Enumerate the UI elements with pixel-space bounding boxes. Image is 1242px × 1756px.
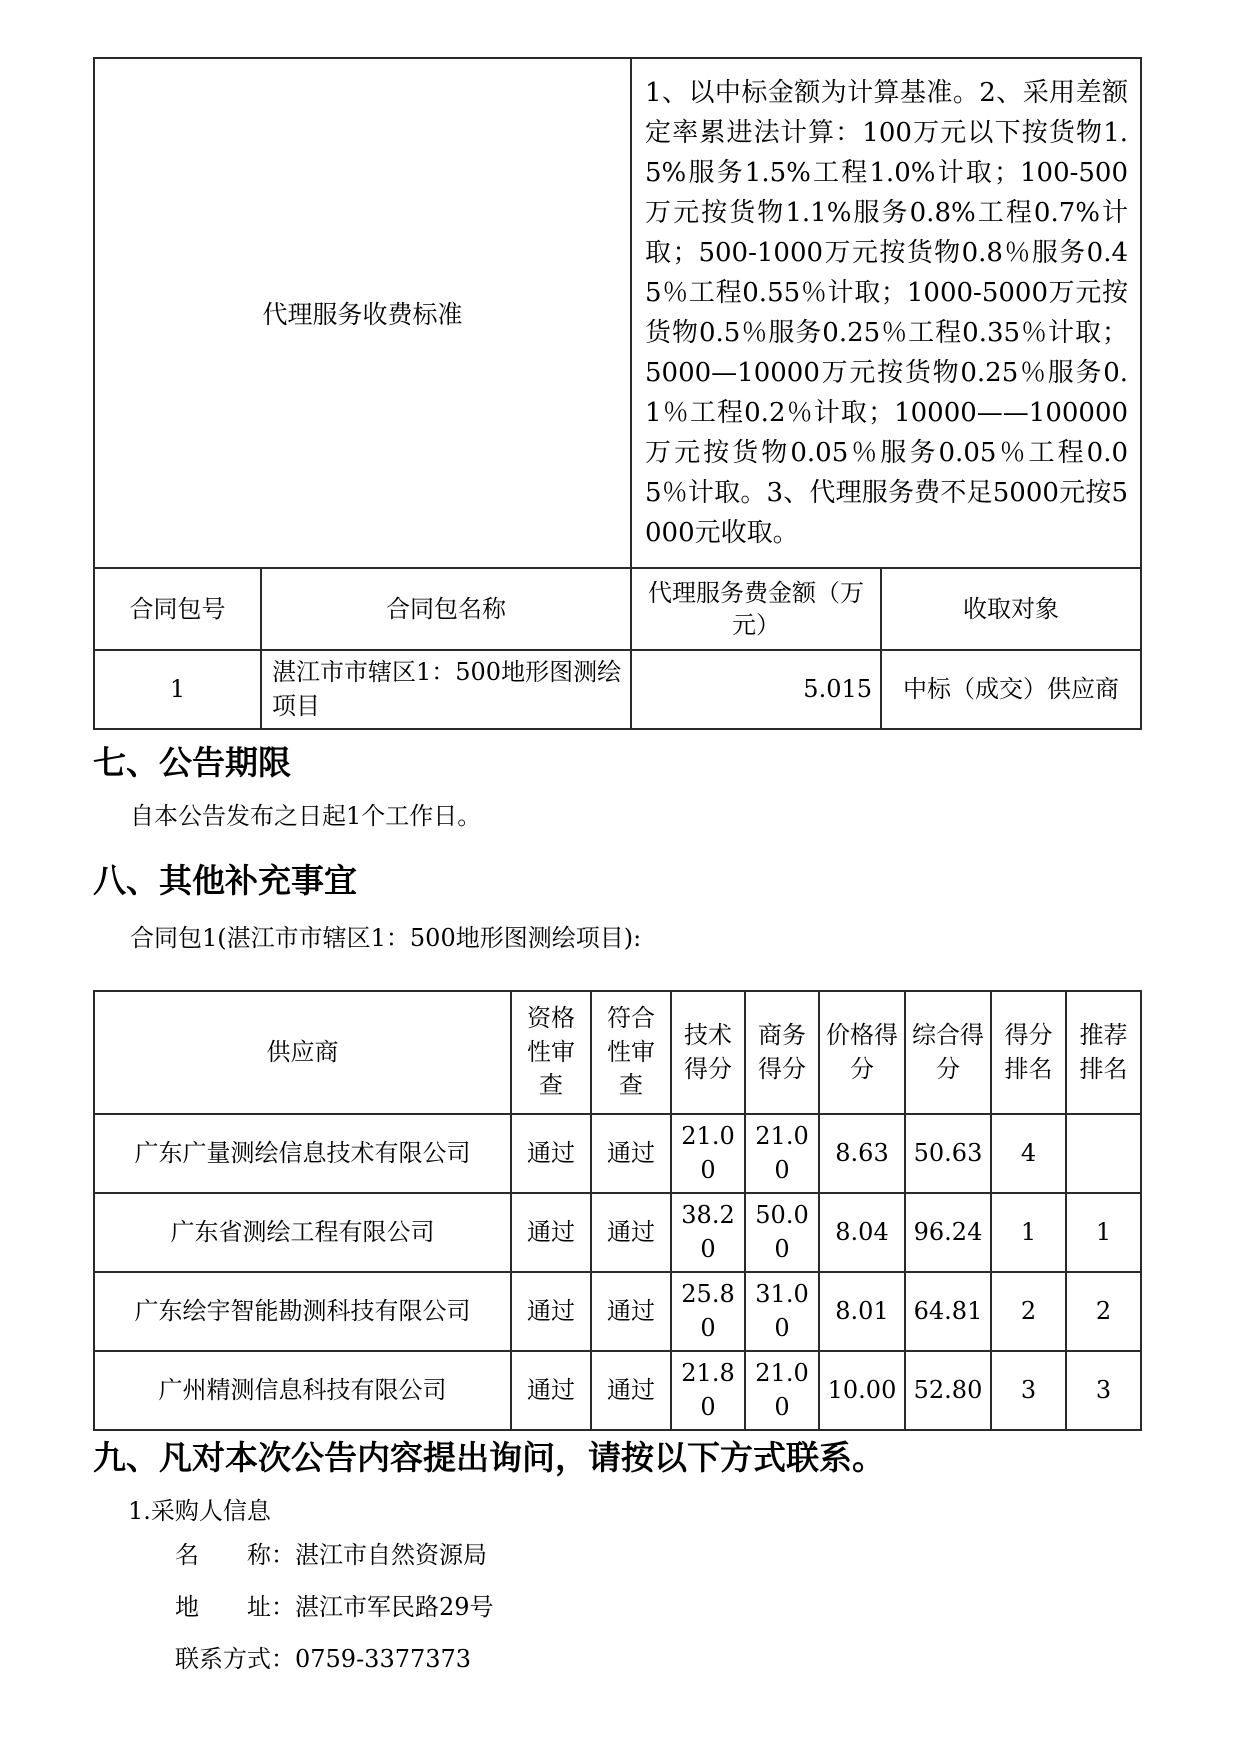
score-header-total: 综合得分	[905, 991, 991, 1114]
fee-table	[93, 57, 1142, 730]
price-score: 8.04	[819, 1193, 905, 1272]
supplier-name: 广东绘宇智能勘测科技有限公司	[94, 1272, 511, 1351]
score-rank: 3	[991, 1351, 1066, 1430]
score-table-header-row	[94, 991, 1141, 1114]
business-score: 50.00	[745, 1193, 819, 1272]
technical-score: 25.80	[671, 1272, 745, 1351]
fee-standard-text: 1、以中标金额为计算基准。2、采用差额定率累进法计算：100万元以下按货物1.5%服务1.5%工程1.0%计取；100-500万元按货物1.1%服务0.8%工程0.7%计取；500-1000万元按货物0.8％服务0.45％工程0.55％计取；1000-5000万元按货物0.5％服务0.25％工程0.35％计取；5000—10000万元按货物0.25％服务0.1％工程0.2％计取；10000——100000万元按货物0.05％服务0.05％工程0.05％计取。3、代理服务费不足5000元按5000元收取。	[631, 58, 1141, 568]
section-8-body: 合同包1(湛江市市辖区1：500地形图测绘项目):	[130, 924, 642, 952]
total-score: 96.24	[905, 1193, 991, 1272]
score-header-qualification: 资格性审查	[511, 991, 591, 1114]
qualification-result: 通过	[511, 1351, 591, 1430]
score-table-row	[94, 1114, 1141, 1193]
price-score: 8.63	[819, 1114, 905, 1193]
section-9-heading: 九、凡对本次公告内容提出询问，请按以下方式联系。	[93, 1438, 885, 1477]
qualification-result: 通过	[511, 1272, 591, 1351]
fee-cell-target: 中标（成交）供应商	[881, 650, 1141, 729]
recommend-rank	[1066, 1114, 1141, 1193]
conformity-result: 通过	[591, 1351, 671, 1430]
purchaser-info-heading: 1.采购人信息	[128, 1497, 271, 1525]
fee-cell-package-no: 1	[94, 650, 261, 729]
score-header-business: 商务得分	[745, 991, 819, 1114]
business-score: 21.00	[745, 1114, 819, 1193]
supplier-name: 广东省测绘工程有限公司	[94, 1193, 511, 1272]
score-table	[93, 990, 1142, 1431]
conformity-result: 通过	[591, 1272, 671, 1351]
score-rank: 1	[991, 1193, 1066, 1272]
business-score: 31.00	[745, 1272, 819, 1351]
score-rank: 4	[991, 1114, 1066, 1193]
price-score: 10.00	[819, 1351, 905, 1430]
score-table-row	[94, 1193, 1141, 1272]
price-score: 8.01	[819, 1272, 905, 1351]
qualification-result: 通过	[511, 1114, 591, 1193]
total-score: 50.63	[905, 1114, 991, 1193]
qualification-result: 通过	[511, 1193, 591, 1272]
purchaser-address-line: 地 址：湛江市军民路29号	[175, 1593, 494, 1621]
recommend-rank: 2	[1066, 1272, 1141, 1351]
score-header-score-rank: 得分排名	[991, 991, 1066, 1114]
recommend-rank: 3	[1066, 1351, 1141, 1430]
technical-score: 38.20	[671, 1193, 745, 1272]
fee-standard-row	[94, 58, 1141, 568]
score-table-row	[94, 1351, 1141, 1430]
fee-header-package-no: 合同包号	[94, 568, 261, 650]
fee-header-package-name: 合同包名称	[261, 568, 631, 650]
score-header-recommend-rank: 推荐排名	[1066, 991, 1141, 1114]
supplier-name: 广州精测信息科技有限公司	[94, 1351, 511, 1430]
conformity-result: 通过	[591, 1114, 671, 1193]
purchaser-name-line: 名 称：湛江市自然资源局	[175, 1541, 487, 1569]
fee-cell-amount: 5.015	[631, 650, 881, 729]
fee-header-amount: 代理服务费金额（万元）	[631, 568, 881, 650]
fee-standard-label: 代理服务收费标准	[94, 58, 631, 568]
purchaser-contact-line: 联系方式：0759-3377373	[175, 1645, 472, 1673]
section-8-heading: 八、其他补充事宜	[93, 861, 357, 900]
total-score: 64.81	[905, 1272, 991, 1351]
recommend-rank: 1	[1066, 1193, 1141, 1272]
score-rank: 2	[991, 1272, 1066, 1351]
section-7-heading: 七、公告期限	[93, 743, 291, 782]
business-score: 21.00	[745, 1351, 819, 1430]
score-header-technical: 技术得分	[671, 991, 745, 1114]
fee-table-header-row	[94, 568, 1141, 650]
technical-score: 21.00	[671, 1114, 745, 1193]
score-header-price: 价格得分	[819, 991, 905, 1114]
technical-score: 21.80	[671, 1351, 745, 1430]
fee-cell-package-name: 湛江市市辖区1：500地形图测绘项目	[261, 650, 631, 729]
section-7-body: 自本公告发布之日起1个工作日。	[130, 802, 482, 830]
score-header-supplier: 供应商	[94, 991, 511, 1114]
score-table-row	[94, 1272, 1141, 1351]
fee-header-target: 收取对象	[881, 568, 1141, 650]
conformity-result: 通过	[591, 1193, 671, 1272]
score-header-conformity: 符合性审查	[591, 991, 671, 1114]
fee-table-row	[94, 650, 1141, 729]
total-score: 52.80	[905, 1351, 991, 1430]
supplier-name: 广东广量测绘信息技术有限公司	[94, 1114, 511, 1193]
